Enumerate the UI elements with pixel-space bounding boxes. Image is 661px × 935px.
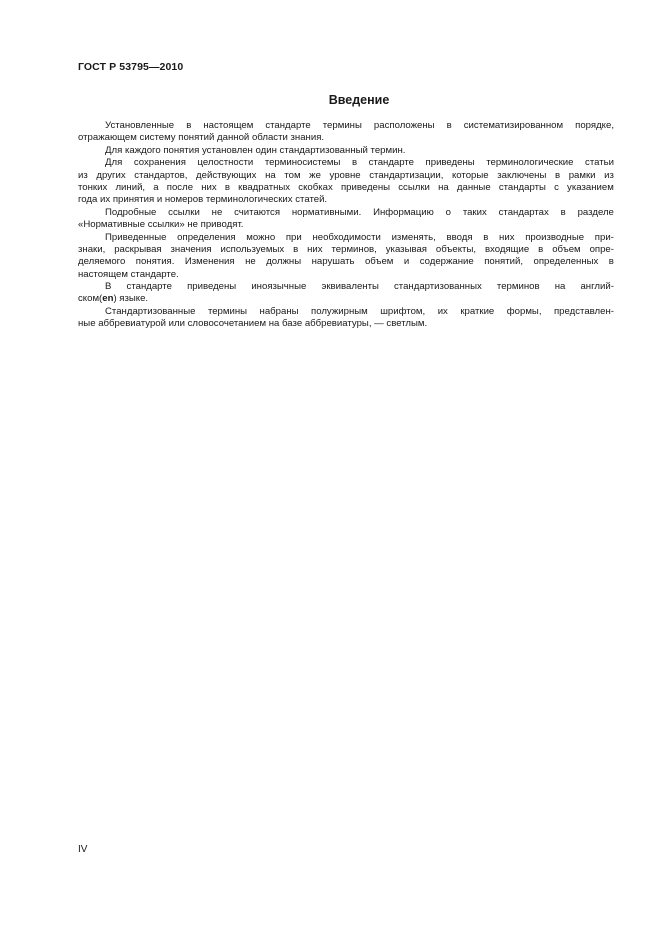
paragraph-line: ные аббревиатурой или словосочетанием на базе аббревиатуры, — светлым. [78, 318, 428, 330]
word: определения [177, 231, 236, 243]
word: входящие [484, 243, 530, 255]
word: с [554, 181, 559, 193]
word: при- [594, 231, 614, 243]
word: в [293, 243, 299, 255]
word: уровне [329, 169, 361, 181]
paragraph-line: года их принятия и номеров терминологических статей. [78, 194, 328, 206]
paragraph-line [78, 207, 614, 219]
word: настоящем [203, 120, 254, 131]
word: Установленные [105, 120, 175, 131]
word: в [446, 120, 452, 131]
paragraph-line [78, 170, 614, 182]
word: производные [525, 231, 585, 243]
word: которые [451, 169, 489, 181]
word: них [307, 243, 323, 255]
word: таких [462, 206, 487, 218]
word: в [351, 157, 358, 169]
paragraph-line [78, 244, 614, 256]
word: заключены [497, 169, 547, 181]
word: Стандартизованные [105, 305, 196, 317]
word: после [166, 181, 194, 193]
word: скобках [298, 181, 333, 193]
word: раскрывая [114, 243, 162, 255]
section-title: Введение [328, 93, 390, 107]
paragraph-line [78, 256, 614, 268]
word: должны [266, 256, 302, 268]
word: данные [456, 181, 491, 193]
text-run: ском( [78, 293, 103, 305]
word: определенных [533, 256, 599, 268]
word: их [437, 305, 448, 317]
word: а [153, 181, 159, 193]
word: терминов [496, 281, 540, 293]
word: понятий, [484, 256, 524, 268]
word: из [78, 169, 88, 181]
paragraph-line [78, 293, 614, 305]
word: Для [105, 157, 123, 169]
word: термины [322, 120, 362, 131]
word: полужирным [311, 305, 368, 317]
word: систематизированном [463, 120, 564, 131]
word: в [186, 120, 192, 131]
word: в [538, 243, 544, 255]
word: рамки [568, 169, 596, 181]
word: действующих [196, 169, 257, 181]
word: стандартизованных [394, 281, 482, 293]
paragraph-line [78, 306, 614, 318]
word: Подробные [105, 206, 157, 218]
word: приведены [425, 157, 475, 169]
paragraph-line: отражающем систему понятий данной области знания. [78, 132, 325, 144]
word: иноязычные [251, 281, 307, 293]
word: В [105, 281, 112, 293]
word: не [211, 206, 223, 218]
word: необходимости [312, 231, 381, 243]
word: на [438, 181, 449, 193]
word: же [309, 169, 321, 181]
word: приведены [340, 181, 391, 193]
word: стандартов, [134, 169, 188, 181]
word: линий, [115, 181, 146, 193]
paragraph-line [78, 157, 614, 169]
word: набраны [259, 305, 299, 317]
paragraph-line [78, 182, 614, 194]
word: о [445, 206, 451, 218]
word: используемых [220, 243, 285, 255]
word: них [201, 181, 217, 193]
document-code: ГОСТ Р 53795—2010 [78, 61, 184, 73]
word: в [554, 169, 561, 181]
word: в [560, 206, 566, 218]
word: целостности [197, 157, 254, 169]
word: объем [364, 256, 394, 268]
word: ссылки [398, 181, 430, 193]
word: приведены [187, 281, 237, 293]
paragraph-line: «Нормативные ссылки» не приводят. [78, 219, 244, 231]
word: сохранения [133, 157, 186, 169]
word: Изменения [184, 256, 235, 268]
word: можно [246, 231, 276, 243]
paragraph-line: настоящем стандарте. [78, 268, 179, 280]
word: на [265, 169, 276, 181]
introduction-body [78, 120, 614, 331]
word: стандарты [498, 181, 546, 193]
word: вводя [446, 231, 473, 243]
word: тонких [78, 181, 108, 193]
word: нарушать [311, 256, 355, 268]
word: нормативными. [291, 206, 362, 218]
word: стандарте [126, 281, 172, 293]
word: ссылки [168, 206, 200, 218]
word: терминов, [331, 243, 377, 255]
word: том [284, 169, 301, 181]
word: стандарте [368, 157, 415, 169]
word: объекты, [435, 243, 477, 255]
word: из [604, 169, 614, 181]
word: опре- [589, 243, 614, 255]
paragraph-line [78, 120, 614, 132]
word: в [483, 231, 489, 243]
word: представлен- [553, 305, 614, 317]
word: Информацию [373, 206, 434, 218]
paragraph-line: Для каждого понятия установлен один стандартизованный термин. [105, 144, 406, 156]
word: англий- [580, 281, 614, 293]
word: шрифтом, [380, 305, 426, 317]
language-code: en [102, 293, 114, 305]
word: порядке, [575, 120, 614, 131]
word: Приведенные [105, 231, 167, 243]
word: эквиваленты [321, 281, 379, 293]
word: изменять, [391, 231, 436, 243]
word: стандартах [498, 206, 549, 218]
word: статьи [585, 157, 614, 169]
word: понятия. [135, 256, 175, 268]
word: и [403, 256, 410, 268]
word: объем [552, 243, 581, 255]
text-run: ) языке. [113, 293, 149, 305]
word: термины [207, 305, 248, 317]
word: указанием [567, 181, 614, 193]
word: них [499, 231, 515, 243]
word: терминологические [486, 157, 574, 169]
word: терминосистемы [264, 157, 341, 169]
word: на [554, 281, 566, 293]
word: деляемого [78, 256, 126, 268]
word: при [285, 231, 302, 243]
word: стандартизации, [369, 169, 444, 181]
word: формы, [506, 305, 542, 317]
word: стандарте [265, 120, 311, 131]
word: в [224, 181, 230, 193]
paragraph-line [78, 281, 614, 293]
word: указывая [385, 243, 427, 255]
word: квадратных [238, 181, 291, 193]
word: знаки, [78, 243, 106, 255]
paragraph-line [78, 232, 614, 244]
word: других [96, 169, 126, 181]
page-number: IV [78, 844, 88, 855]
word: не [245, 256, 256, 268]
word: расположены [373, 120, 435, 131]
word: значения [170, 243, 212, 255]
word: в [608, 256, 614, 268]
word: краткие [460, 305, 495, 317]
word: содержание [419, 256, 474, 268]
word: считаются [234, 206, 281, 218]
word: разделе [577, 206, 614, 218]
